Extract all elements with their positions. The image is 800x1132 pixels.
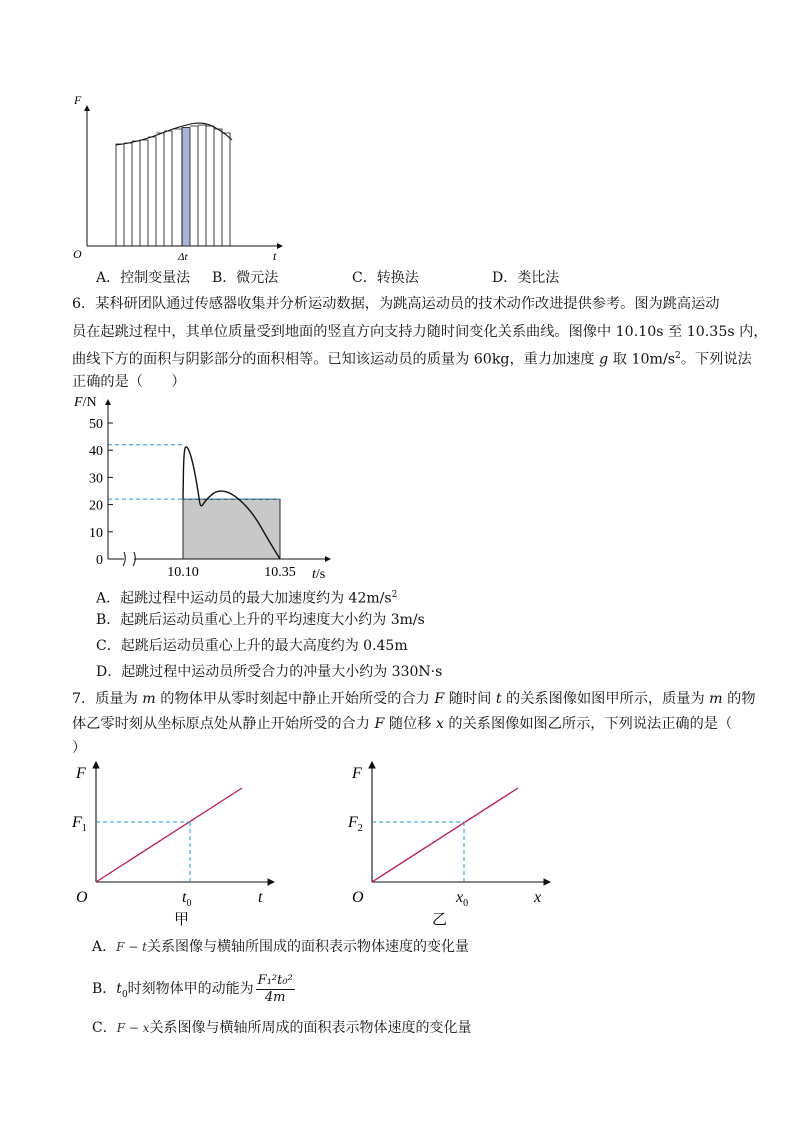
yi-origin: O xyxy=(352,889,364,906)
q5-strips xyxy=(116,125,230,246)
q6-y-tick-label: 50 xyxy=(89,417,103,432)
q7-option-a[interactable]: A．F − t关系图像与横轴所围成的面积表示物体速度的变化量 xyxy=(92,939,469,955)
yi-y-label: F xyxy=(352,765,362,782)
q7-figure-yi xyxy=(344,756,564,936)
q7-option-b-fraction: $\frac{\text{F₁²t₀²}}{4m}$ xyxy=(257,972,293,1005)
yi-x0-label: $x_0$ xyxy=(456,889,469,909)
q6-y-tick-label: 30 xyxy=(89,471,103,487)
jia-y-label: F xyxy=(76,765,86,782)
q6-stem-line1: 6．某科研团队通过传感器收集并分析运动数据，为跳高运动员的技术动作改进提供参考。图为跳高运动 xyxy=(72,296,720,312)
yi-caption: 乙 xyxy=(432,912,448,928)
q6-shaded-area xyxy=(183,499,280,559)
q6-y-tick-label: 40 xyxy=(89,444,103,460)
q6-chart xyxy=(68,392,358,582)
yi-f2-label: $F_2$ xyxy=(348,814,363,834)
jia-x-label: t xyxy=(258,889,263,906)
q6-option-b[interactable]: B．起跳后运动员重心上升的平均速度大小约为 3m/s xyxy=(96,612,425,628)
q5-option-b[interactable]: B．微元法 xyxy=(212,270,279,286)
q6-option-d[interactable]: D．起跳过程中运动员所受合力的冲量大小约为 330N·s xyxy=(96,664,443,680)
q6-axis-break xyxy=(123,552,135,566)
yi-line xyxy=(372,788,518,882)
yi-x-label: x xyxy=(534,889,542,906)
q6-y-tick-label: 0 xyxy=(96,553,103,568)
q5-option-c[interactable]: C．转换法 xyxy=(352,270,419,286)
q7-figure-jia xyxy=(68,756,288,936)
q5-y-label: F xyxy=(74,93,82,107)
q6-y-tick-label: 20 xyxy=(89,498,103,514)
jia-f1-label: $F_1$ xyxy=(72,814,87,834)
q6-x-tick-label: 10.10 xyxy=(167,565,199,580)
jia-caption: 甲 xyxy=(174,912,190,928)
q5-option-a[interactable]: A．控制变量法 xyxy=(96,270,191,286)
q5-x-label: t xyxy=(273,249,277,263)
q6-stem-line4: 正确的是（ ） xyxy=(72,374,186,390)
q5-origin: O xyxy=(73,247,82,261)
q5-dt-label: Δt xyxy=(178,251,188,263)
q7-option-c[interactable]: C．F − x关系图像与横轴所周成的面积表示物体速度的变化量 xyxy=(92,1020,472,1036)
q6-y-label: F/N xyxy=(74,395,97,410)
jia-origin: O xyxy=(76,889,88,906)
q6-option-c[interactable]: C．起跳后运动员重心上升的最大高度约为 0.45m xyxy=(96,638,408,654)
jia-t0-label: $t_0$ xyxy=(182,889,192,909)
q6-x-label: t/s xyxy=(312,567,326,582)
q7-stem-line1: 7．质量为 m 的物体甲从零时刻起中静止开始所受的合力 F 随时间 t 的关系图像如图甲所示，质量为 m 的物 xyxy=(72,691,756,707)
q7-option-b[interactable]: B．$t_0$时刻物体甲的动能为 $\frac{\text{F₁²t₀²}}{4m}$ xyxy=(92,972,293,1005)
q5-figure xyxy=(70,88,290,268)
q7-stem-line2: 体乙零时刻从坐标原点处从静止开始所受的合力 F 随位移 x 的关系图像如图乙所示，下列说法正确的是（ xyxy=(72,716,733,732)
q5-shaded-strip xyxy=(182,128,190,247)
q6-stem-line3: 曲线下方的面积与阴影部分的面积相等。已知该运动员的质量为 60kg，重力加速度 g 取 $10m/s^2$。下列说法 xyxy=(72,351,752,368)
q6-x-tick-label: 10.35 xyxy=(264,565,296,580)
q7-stem-line3: ） xyxy=(72,740,87,756)
q6-option-a[interactable]: A．起跳过程中运动员的最大加速度约为 $42m/s^2$ xyxy=(96,590,398,607)
q6-y-tick-label: 10 xyxy=(89,525,103,541)
q5-curve xyxy=(116,123,232,145)
jia-line xyxy=(96,788,242,882)
q5-option-d[interactable]: D．类比法 xyxy=(492,270,560,286)
q6-stem-line2: 员在起跳过程中，其单位质量受到地面的竖直方向支持力随时间变化关系曲线。图像中 10.10s 至 10.35s 内， xyxy=(72,324,768,340)
